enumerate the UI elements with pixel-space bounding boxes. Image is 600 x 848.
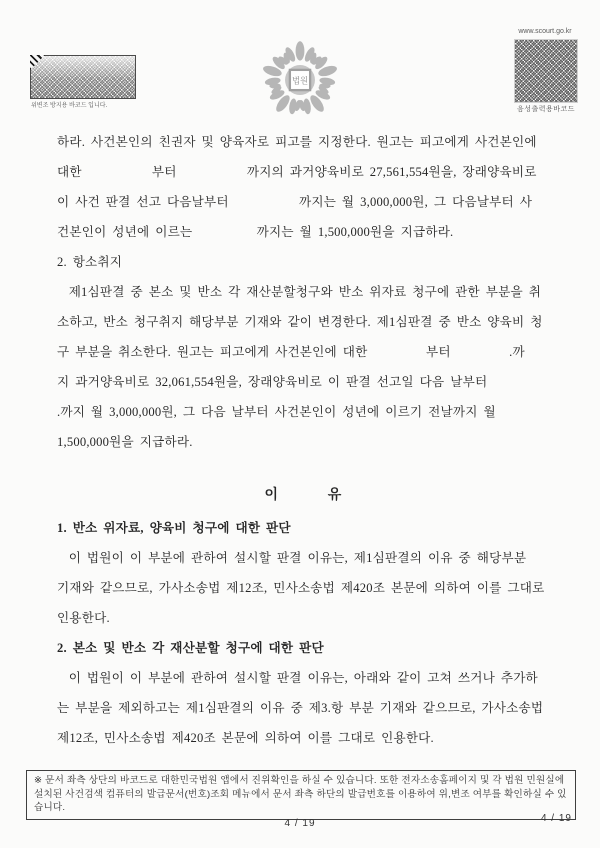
barcode-corner-stripes [30,55,45,70]
scourt-url-label: www.scourt.go.kr [518,28,572,35]
court-seal-icon [256,34,344,126]
text-line: 이 법원이 이 부분에 관하여 설시할 판결 이유는, 아래와 같이 고쳐 쓰거나 추가하 [57,671,538,685]
anti-forgery-barcode [30,55,136,99]
text-line: 이 법원이 이 부분에 관하여 설시할 판결 이유는, 제1심판결의 이유 중 해당부분 [57,551,527,565]
text-line: 건본인이 성년에 이르는 까지는 월 1,500,000원을 지급하라. [57,225,454,239]
text-line: 이 사건 판결 선고 다음날부터 까지는 월 3,000,000원, 그 다음날부터 사 [57,195,533,209]
text-line: 인용한다. [57,611,110,625]
text-line [57,457,549,479]
text-line: 기재와 같으므로, 가사소송법 제12조, 민사소송법 제420조 본문에 의하여 이를 그대로 [57,581,545,595]
text-line: 대한 부터 까지의 과거양육비로 27,561,554원을, 장래양육비로 [57,165,537,179]
text-line: 소하고, 반소 청구취지 해당부분 기재와 같이 변경한다. 제1심판결 중 반소 양육비 청 [57,315,543,329]
voice-output-qr-code [514,39,578,103]
text-line: 지 과거양육비로 32,061,554원을, 장래양육비로 이 판결 선고일 다음 날부터 [57,375,488,389]
text-line: .까지 월 3,000,000원, 그 다음 날부터 사건본인이 성년에 이르기 전날까지 월 [57,405,496,419]
barcode-caption: 위변조 방지용 바코드 입니다. [31,103,108,109]
text-line: 1,500,000원을 지급하라. [57,435,193,449]
verification-notice-box [26,770,576,820]
text-line: 이 유 [264,488,342,503]
text-line: 제12조, 민사소송법 제420조 본문에 의하여 이를 그대로 인용한다. [57,731,434,745]
qr-caption: 음성출력용바코드 [516,106,576,113]
document-body [57,127,549,753]
text-line: 2. 항소취지 [57,255,123,269]
text-line: 1. 반소 위자료, 양육비 청구에 대한 판단 [57,521,291,535]
page-number-center: 4 / 19 [284,818,316,829]
seal-text: 법원 [291,75,309,86]
text-line: 2. 본소 및 반소 각 재산분할 청구에 대한 판단 [57,641,324,655]
verification-notice-text: ※ 문서 좌측 상단의 바코드로 대한민국법원 앱에서 진위확인을 하실 수 있습니다. 또한 전자소송홈페이지 및 각 법원 민원실에 설치된 사건검색 컴퓨터의 발급문서(번호)조회 메뉴에서 문서 좌측 하단의 발급번호를 이용하여 위,변조 여부를 확인하실 수 있습니다. [34,775,567,813]
text-line: 하라. 사건본인의 친권자 및 양육자로 피고를 지정한다. 원고는 피고에게 사건본인에 [57,135,537,149]
page-number-right: 4 / 19 [540,813,572,824]
text-line: 는 부분을 제외하고는 제1심판결의 이유 중 제3.항 부분 기재와 같으므로, 가사소송법 [57,701,544,715]
text-line: 제1심판결 중 본소 및 반소 각 재산분할청구와 반소 위자료 청구에 관한 부분을 취 [57,285,542,299]
text-line: 구 부분을 취소한다. 원고는 피고에게 사건본인에 대한 부터 .까 [57,345,525,359]
